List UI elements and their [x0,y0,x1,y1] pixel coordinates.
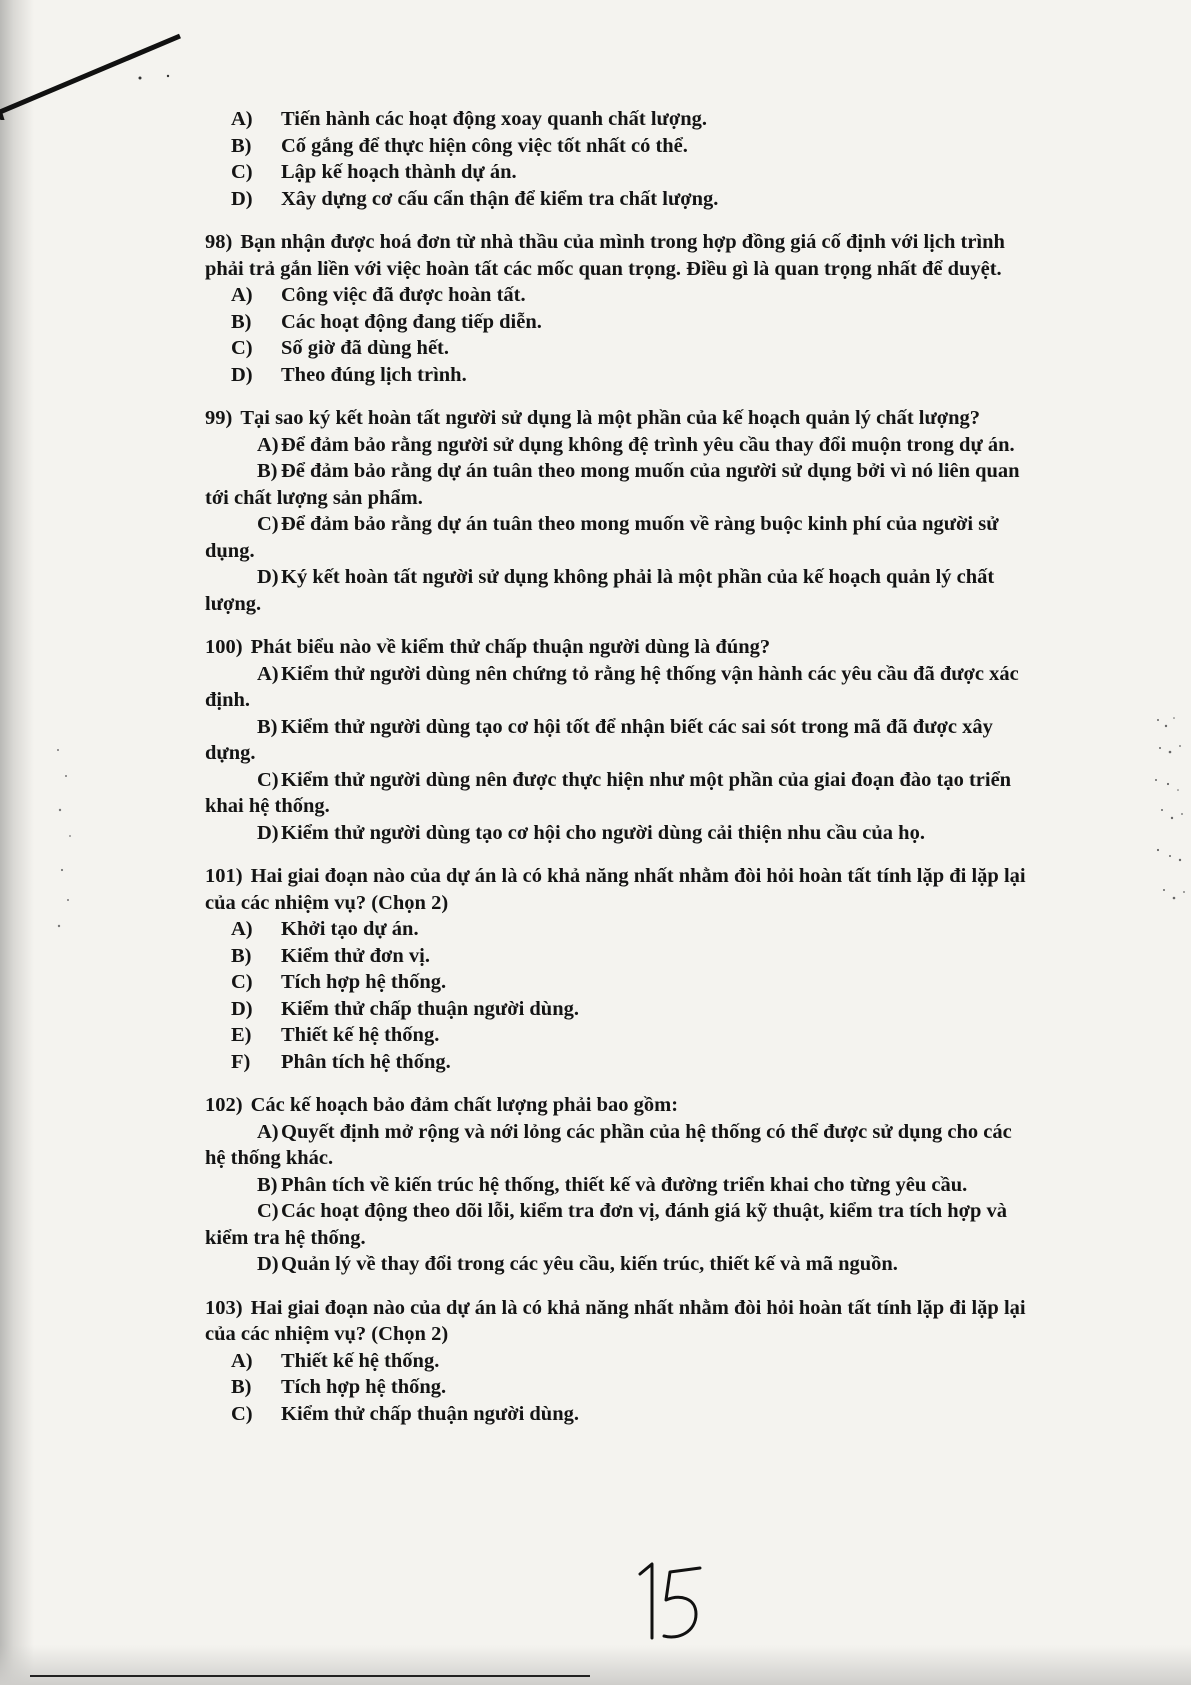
option: C) Các hoạt động theo dõi lỗi, kiểm tra đơn vị, đánh giá kỹ thuật, kiểm tra tích hợp và kiểm tra hệ thống. [205,1200,1008,1249]
question-101 [205,863,1035,1075]
question-stem: 103) Hai giai đoạn nào của dự án là có khả năng nhất nhằm đòi hỏi hoàn tất tính lặp đi lặp lại của các nhiệm vụ? (Chọn 2) [205,1296,1026,1345]
option: C) Số giờ đã dùng hết. [231,337,450,359]
option: A) Kiểm thử người dùng nên chứng tỏ rằng hệ thống vận hành các yêu cầu đã được xác định. [205,662,1019,711]
option: C) Lập kế hoạch thành dự án. [231,161,517,183]
question-stem: 100) Phát biểu nào về kiểm thử chấp thuận người dùng là đúng? [205,636,771,658]
scan-bottom-rule [30,1675,590,1677]
option: D) Theo đúng lịch trình. [231,363,467,386]
question-99 [205,405,1035,617]
question-stem: 101) Hai giai đoạn nào của dự án là có khả năng nhất nhằm đòi hỏi hoàn tất tính lặp đi lặp lại của các nhiệm vụ? (Chọn 2) [205,865,1026,914]
option: D) Quản lý về thay đổi trong các yêu cầu, kiến trúc, thiết kế và mã nguồn. [257,1253,898,1275]
option: D) Ký kết hoàn tất người sử dụng không phải là một phần của kế hoạch quản lý chất lượng. [205,566,995,615]
option: A) Quyết định mở rộng và nới lỏng các phần của hệ thống có thể được sử dụng cho các hệ thống khác. [205,1120,1012,1169]
option: B) Phân tích về kiến trúc hệ thống, thiết kế và đường triển khai cho từng yêu cầu. [257,1173,968,1196]
option: A) Khởi tạo dự án. [231,918,419,940]
option: C) Kiểm thử chấp thuận người dùng. [231,1402,579,1425]
option: D) Kiểm thử chấp thuận người dùng. [231,997,579,1020]
option: B) Các hoạt động đang tiếp diễn. [231,310,542,333]
question-stem: 99) Tại sao ký kết hoàn tất người sử dụng là một phần của kế hoạch quản lý chất lượng? [205,407,981,429]
option: D) Kiểm thử người dùng tạo cơ hội cho người dùng cải thiện nhu cầu của họ. [257,821,925,844]
question-97-continued [205,106,1035,212]
question-stem: 98) Bạn nhận được hoá đơn từ nhà thầu của mình trong hợp đồng giá cố định với lịch trình phải trả gắn liền với việc hoàn tất các mốc quan trọng. Điều gì là quan trọng nhất để duyệt. [205,231,1005,280]
option: B) Cố gắng để thực hiện công việc tốt nhất có thể. [231,134,688,157]
question-103 [205,1295,1035,1428]
option: C) Để đảm bảo rằng dự án tuân theo mong muốn về ràng buộc kinh phí của người sử dụng. [205,513,999,562]
option: C) Tích hợp hệ thống. [231,971,447,993]
option: A) Thiết kế hệ thống. [231,1349,440,1372]
scan-shadow-left [0,0,34,1685]
handwritten-page-number [630,1560,710,1650]
scan-edge-line [0,0,200,120]
option: B) Tích hợp hệ thống. [231,1376,447,1398]
scan-speckle-left [50,740,80,940]
option: C) Kiểm thử người dùng nên được thực hiện như một phần của giai đoạn đào tạo triển khai hệ thống. [205,768,1012,817]
option: A) Để đảm bảo rằng người sử dụng không đệ trình yêu cầu thay đổi muộn trong dự án. [257,433,1015,456]
option: D) Xây dựng cơ cấu cẩn thận để kiểm tra chất lượng. [231,187,719,210]
option: F) Phân tích hệ thống. [231,1050,451,1073]
question-100 [205,634,1035,846]
question-98 [205,229,1035,388]
option: E) Thiết kế hệ thống. [231,1024,440,1046]
scan-shadow-bottom [0,1645,1191,1685]
option: B) Để đảm bảo rằng dự án tuân theo mong muốn của người sử dụng bởi vì nó liên quan tới chất lượng sản phẩm. [205,460,1020,509]
question-stem: 102) Các kế hoạch bảo đảm chất lượng phải bao gồm: [205,1094,679,1116]
option: B) Kiểm thử người dùng tạo cơ hội tốt để nhận biết các sai sót trong mã đã được xây dựng. [205,715,993,764]
option: A) Tiến hành các hoạt động xoay quanh chất lượng. [231,108,707,130]
exam-content [205,106,1035,1444]
scan-speckle-right [1150,700,1190,940]
option: B) Kiểm thử đơn vị. [231,944,430,967]
question-102 [205,1092,1035,1278]
option: A) Công việc đã được hoàn tất. [231,284,526,306]
